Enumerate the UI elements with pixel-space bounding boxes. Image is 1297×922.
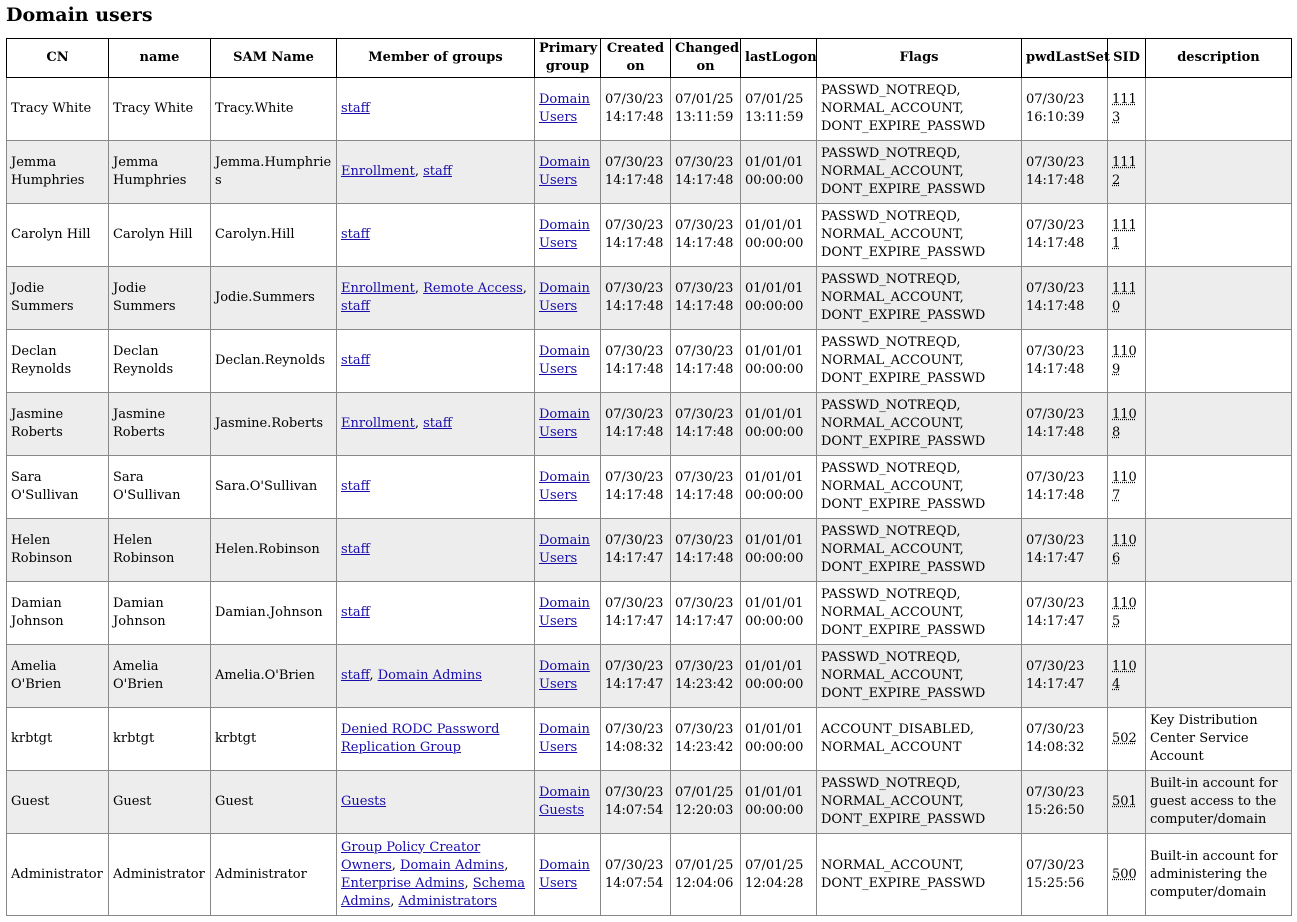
cell-cn: Jasmine Roberts	[7, 393, 109, 456]
cell-sid	[1108, 204, 1146, 267]
cell-primary-group	[535, 771, 601, 834]
primary-group-link[interactable]: Domain Guests	[539, 785, 590, 818]
cell-name: Amelia O'Brien	[109, 645, 211, 708]
cell-pwdlastset: 07/30/23 14:17:47	[1022, 519, 1108, 582]
cell-description	[1146, 582, 1292, 645]
cell-name: Jodie Summers	[109, 267, 211, 330]
cell-sam-name: Jodie.Summers	[211, 267, 337, 330]
cell-description	[1146, 393, 1292, 456]
group-link[interactable]: Administrators	[398, 893, 498, 909]
primary-group-link[interactable]: Domain Users	[539, 470, 590, 503]
cell-member-of-groups	[337, 330, 535, 393]
cell-flags: PASSWD_NOTREQD, NORMAL_ACCOUNT, DONT_EXPIRE_PASSWD	[817, 78, 1022, 141]
cell-member-of-groups: Group Policy Creator Owners, Domain Admins, Enterprise Admins, Schema Admins, Administrators	[337, 834, 535, 916]
cell-sam-name: Tracy.White	[211, 78, 337, 141]
cell-pwdlastset: 07/30/23 14:17:48	[1022, 330, 1108, 393]
cell-member-of-groups	[337, 456, 535, 519]
cell-changed-on: 07/30/23 14:17:48	[671, 393, 741, 456]
col-header-changed-on: Changed on	[671, 39, 741, 78]
table-row	[7, 456, 1292, 519]
group-link[interactable]: Remote Access	[423, 281, 523, 296]
cell-sam-name: Sara.O'Sullivan	[211, 456, 337, 519]
cell-primary-group	[535, 456, 601, 519]
sid-value[interactable]: 500	[1112, 866, 1137, 882]
domain-users-table	[6, 38, 1292, 916]
cell-name: Sara O'Sullivan	[109, 456, 211, 519]
primary-group-link[interactable]: Domain Users	[539, 218, 590, 251]
col-header-name: name	[109, 39, 211, 78]
cell-name: Guest	[109, 771, 211, 834]
cell-pwdlastset: 07/30/23 15:25:56	[1022, 834, 1108, 916]
col-header-flags: Flags	[817, 39, 1022, 78]
table-row	[7, 645, 1292, 708]
cell-flags: PASSWD_NOTREQD, NORMAL_ACCOUNT, DONT_EXPIRE_PASSWD	[817, 204, 1022, 267]
cell-member-of-groups: Enrollment, staff	[337, 393, 535, 456]
cell-flags: PASSWD_NOTREQD, NORMAL_ACCOUNT, DONT_EXPIRE_PASSWD	[817, 330, 1022, 393]
cell-description: Built-in account for guest access to the computer/domain	[1146, 771, 1292, 834]
cell-changed-on: 07/30/23 14:17:48	[671, 456, 741, 519]
col-header-created-on: Created on	[601, 39, 671, 78]
cell-lastlogon: 01/01/01 00:00:00	[741, 141, 817, 204]
cell-cn: Jodie Summers	[7, 267, 109, 330]
cell-pwdlastset: 07/30/23 14:17:48	[1022, 456, 1108, 519]
cell-member-of-groups: Enrollment, Remote Access, staff	[337, 267, 535, 330]
cell-created-on: 07/30/23 14:17:47	[601, 645, 671, 708]
primary-group-link[interactable]: Domain Users	[539, 407, 590, 440]
cell-created-on: 07/30/23 14:17:48	[601, 330, 671, 393]
cell-description	[1146, 456, 1292, 519]
group-link[interactable]: staff	[341, 668, 370, 683]
cell-lastlogon: 01/01/01 00:00:00	[741, 771, 817, 834]
cell-primary-group	[535, 708, 601, 771]
cell-description	[1146, 204, 1292, 267]
cell-changed-on: 07/01/25 12:04:06	[671, 834, 741, 916]
group-link[interactable]: staff	[341, 605, 370, 620]
col-header-primary-group: Primary group	[535, 39, 601, 78]
cell-primary-group	[535, 645, 601, 708]
col-header-pwdlastset: pwdLastSet	[1022, 39, 1108, 78]
cell-cn: Sara O'Sullivan	[7, 456, 109, 519]
cell-changed-on: 07/30/23 14:17:48	[671, 330, 741, 393]
cell-sam-name: Guest	[211, 771, 337, 834]
cell-cn: krbtgt	[7, 708, 109, 771]
cell-lastlogon: 07/01/25 13:11:59	[741, 78, 817, 141]
cell-flags: PASSWD_NOTREQD, NORMAL_ACCOUNT, DONT_EXPIRE_PASSWD	[817, 456, 1022, 519]
cell-pwdlastset: 07/30/23 14:17:48	[1022, 141, 1108, 204]
table-row	[7, 393, 1292, 456]
group-link[interactable]: staff	[341, 101, 370, 116]
cell-name: Declan Reynolds	[109, 330, 211, 393]
group-link[interactable]: Enrollment	[341, 416, 415, 431]
cell-lastlogon: 01/01/01 00:00:00	[741, 393, 817, 456]
table-row	[7, 330, 1292, 393]
cell-flags: PASSWD_NOTREQD, NORMAL_ACCOUNT, DONT_EXPIRE_PASSWD	[817, 267, 1022, 330]
cell-name: Jasmine Roberts	[109, 393, 211, 456]
cell-created-on: 07/30/23 14:17:48	[601, 267, 671, 330]
cell-name: Jemma Humphries	[109, 141, 211, 204]
sid-value[interactable]: 502	[1112, 731, 1137, 746]
group-link[interactable]: staff	[423, 164, 452, 179]
cell-sid	[1108, 645, 1146, 708]
cell-sam-name: Administrator	[211, 834, 337, 916]
cell-sid	[1108, 519, 1146, 582]
primary-group-link[interactable]: Domain Users	[539, 533, 590, 566]
primary-group-link[interactable]: Domain Users	[539, 281, 590, 314]
group-link[interactable]: staff	[341, 353, 370, 368]
cell-pwdlastset: 07/30/23 15:26:50	[1022, 771, 1108, 834]
cell-changed-on: 07/01/25 12:20:03	[671, 771, 741, 834]
table-row	[7, 141, 1292, 204]
sid-value[interactable]: 1111	[1112, 218, 1137, 251]
cell-created-on: 07/30/23 14:17:48	[601, 393, 671, 456]
cell-member-of-groups	[337, 708, 535, 771]
cell-sid	[1108, 78, 1146, 141]
cell-lastlogon: 01/01/01 00:00:00	[741, 519, 817, 582]
cell-pwdlastset: 07/30/23 14:17:48	[1022, 204, 1108, 267]
cell-created-on: 07/30/23 14:17:48	[601, 141, 671, 204]
cell-description: Key Distribution Center Service Account	[1146, 708, 1292, 771]
cell-lastlogon: 01/01/01 00:00:00	[741, 456, 817, 519]
cell-created-on: 07/30/23 14:17:48	[601, 204, 671, 267]
cell-name: Tracy White	[109, 78, 211, 141]
cell-sid	[1108, 330, 1146, 393]
cell-created-on: 07/30/23 14:17:48	[601, 78, 671, 141]
cell-description	[1146, 78, 1292, 141]
group-link[interactable]: Enrollment	[341, 281, 415, 296]
cell-pwdlastset: 07/30/23 14:17:47	[1022, 582, 1108, 645]
sid-value[interactable]: 1105	[1112, 596, 1137, 629]
cell-flags: PASSWD_NOTREQD, NORMAL_ACCOUNT, DONT_EXPIRE_PASSWD	[817, 645, 1022, 708]
cell-flags: PASSWD_NOTREQD, NORMAL_ACCOUNT, DONT_EXPIRE_PASSWD	[817, 393, 1022, 456]
table-row	[7, 519, 1292, 582]
table-row	[7, 771, 1292, 834]
table-row	[7, 708, 1292, 771]
col-header-description: description	[1146, 39, 1292, 78]
group-link[interactable]: staff	[341, 542, 370, 557]
cell-name: Helen Robinson	[109, 519, 211, 582]
cell-member-of-groups	[337, 78, 535, 141]
sid-value[interactable]: 1109	[1112, 344, 1137, 377]
cell-primary-group	[535, 834, 601, 916]
header-row	[7, 39, 1292, 78]
group-link[interactable]: staff	[341, 227, 370, 242]
primary-group-link[interactable]: Domain Users	[539, 344, 590, 377]
cell-description	[1146, 330, 1292, 393]
cell-lastlogon: 01/01/01 00:00:00	[741, 645, 817, 708]
primary-group-link[interactable]: Domain Users	[539, 659, 590, 692]
group-link[interactable]: Enrollment	[341, 164, 415, 179]
cell-name: Damian Johnson	[109, 582, 211, 645]
cell-primary-group	[535, 204, 601, 267]
cell-flags: ACCOUNT_DISABLED, NORMAL_ACCOUNT	[817, 708, 1022, 771]
page-title: Domain users	[6, 4, 153, 26]
sid-value[interactable]: 1107	[1112, 470, 1137, 503]
group-link[interactable]: Denied RODC Password Replication Group	[341, 722, 500, 755]
cell-changed-on: 07/30/23 14:17:48	[671, 267, 741, 330]
cell-cn: Guest	[7, 771, 109, 834]
cell-pwdlastset: 07/30/23 14:08:32	[1022, 708, 1108, 771]
col-header-member-of-groups: Member of groups	[337, 39, 535, 78]
cell-cn: Amelia O'Brien	[7, 645, 109, 708]
sid-value[interactable]: 1112	[1112, 155, 1137, 188]
group-link[interactable]: Guests	[341, 794, 387, 809]
cell-name: Administrator	[109, 834, 211, 916]
primary-group-link[interactable]: Domain Users	[539, 155, 590, 188]
cell-sam-name: Helen.Robinson	[211, 519, 337, 582]
primary-group-link[interactable]: Domain Users	[539, 722, 590, 755]
cell-sam-name: Jemma.Humphries	[211, 141, 337, 204]
cell-primary-group	[535, 330, 601, 393]
cell-changed-on: 07/30/23 14:23:42	[671, 645, 741, 708]
group-link[interactable]: Group Policy Creator Owners	[341, 839, 481, 873]
cell-created-on: 07/30/23 14:17:48	[601, 456, 671, 519]
cell-member-of-groups	[337, 204, 535, 267]
cell-description: Built-in account for administering the computer/domain	[1146, 834, 1292, 916]
cell-sam-name: Jasmine.Roberts	[211, 393, 337, 456]
cell-sid	[1108, 456, 1146, 519]
group-link[interactable]: Domain Admins	[377, 668, 482, 683]
cell-created-on: 07/30/23 14:08:32	[601, 708, 671, 771]
primary-group-link[interactable]: Domain Users	[539, 596, 590, 629]
cell-flags: PASSWD_NOTREQD, NORMAL_ACCOUNT, DONT_EXPIRE_PASSWD	[817, 582, 1022, 645]
cell-sam-name: Carolyn.Hill	[211, 204, 337, 267]
cell-lastlogon: 01/01/01 00:00:00	[741, 330, 817, 393]
cell-member-of-groups: Enrollment, staff	[337, 141, 535, 204]
cell-primary-group	[535, 582, 601, 645]
cell-name: krbtgt	[109, 708, 211, 771]
cell-sam-name: Declan.Reynolds	[211, 330, 337, 393]
cell-lastlogon: 07/01/25 12:04:28	[741, 834, 817, 916]
cell-flags: NORMAL_ACCOUNT, DONT_EXPIRE_PASSWD	[817, 834, 1022, 916]
table-row	[7, 267, 1292, 330]
col-header-lastlogon: lastLogon	[741, 39, 817, 78]
cell-changed-on: 07/30/23 14:17:48	[671, 519, 741, 582]
cell-changed-on: 07/30/23 14:17:48	[671, 141, 741, 204]
cell-pwdlastset: 07/30/23 14:17:47	[1022, 645, 1108, 708]
cell-sid	[1108, 834, 1146, 916]
cell-description	[1146, 141, 1292, 204]
cell-cn: Helen Robinson	[7, 519, 109, 582]
sid-value[interactable]: 501	[1112, 794, 1137, 809]
table-row	[7, 78, 1292, 141]
cell-sid	[1108, 141, 1146, 204]
sid-value[interactable]: 1104	[1112, 659, 1137, 692]
cell-lastlogon: 01/01/01 00:00:00	[741, 204, 817, 267]
cell-cn: Damian Johnson	[7, 582, 109, 645]
cell-created-on: 07/30/23 14:07:54	[601, 834, 671, 916]
cell-primary-group	[535, 78, 601, 141]
cell-primary-group	[535, 141, 601, 204]
cell-primary-group	[535, 267, 601, 330]
col-header-sid: SID	[1108, 39, 1146, 78]
cell-sid	[1108, 771, 1146, 834]
table-row	[7, 582, 1292, 645]
cell-name: Carolyn Hill	[109, 204, 211, 267]
cell-created-on: 07/30/23 14:17:47	[601, 519, 671, 582]
cell-flags: PASSWD_NOTREQD, NORMAL_ACCOUNT, DONT_EXPIRE_PASSWD	[817, 519, 1022, 582]
cell-cn: Jemma Humphries	[7, 141, 109, 204]
cell-sid	[1108, 393, 1146, 456]
cell-member-of-groups	[337, 771, 535, 834]
cell-flags: PASSWD_NOTREQD, NORMAL_ACCOUNT, DONT_EXPIRE_PASSWD	[817, 141, 1022, 204]
cell-changed-on: 07/30/23 14:17:48	[671, 204, 741, 267]
col-header-cn: CN	[7, 39, 109, 78]
cell-pwdlastset: 07/30/23 14:17:48	[1022, 393, 1108, 456]
table-row	[7, 204, 1292, 267]
cell-primary-group	[535, 519, 601, 582]
primary-group-link[interactable]: Domain Users	[539, 92, 590, 125]
cell-description	[1146, 267, 1292, 330]
cell-cn: Declan Reynolds	[7, 330, 109, 393]
cell-description	[1146, 519, 1292, 582]
cell-lastlogon: 01/01/01 00:00:00	[741, 708, 817, 771]
cell-member-of-groups	[337, 582, 535, 645]
cell-flags: PASSWD_NOTREQD, NORMAL_ACCOUNT, DONT_EXPIRE_PASSWD	[817, 771, 1022, 834]
col-header-sam-name: SAM Name	[211, 39, 337, 78]
group-link[interactable]: staff	[341, 479, 370, 494]
group-link[interactable]: staff	[423, 416, 452, 431]
cell-created-on: 07/30/23 14:07:54	[601, 771, 671, 834]
group-link[interactable]: Domain Admins	[400, 857, 505, 873]
group-link[interactable]: staff	[341, 299, 370, 314]
cell-lastlogon: 01/01/01 00:00:00	[741, 582, 817, 645]
cell-description	[1146, 645, 1292, 708]
table-row	[7, 834, 1292, 916]
cell-member-of-groups: staff, Domain Admins	[337, 645, 535, 708]
group-link[interactable]: Enterprise Admins	[341, 875, 465, 891]
sid-value[interactable]: 1110	[1112, 281, 1137, 314]
sid-value[interactable]: 1106	[1112, 533, 1137, 566]
primary-group-link[interactable]: Domain Users	[539, 857, 590, 891]
cell-sam-name: Damian.Johnson	[211, 582, 337, 645]
cell-cn: Administrator	[7, 834, 109, 916]
cell-changed-on: 07/30/23 14:23:42	[671, 708, 741, 771]
sid-value[interactable]: 1108	[1112, 407, 1137, 440]
group-link[interactable]: Schema Admins	[341, 875, 526, 909]
cell-pwdlastset: 07/30/23 14:17:48	[1022, 267, 1108, 330]
cell-sid	[1108, 582, 1146, 645]
sid-value[interactable]: 1113	[1112, 92, 1137, 125]
cell-cn: Carolyn Hill	[7, 204, 109, 267]
cell-primary-group	[535, 393, 601, 456]
cell-changed-on: 07/30/23 14:17:47	[671, 582, 741, 645]
cell-sam-name: Amelia.O'Brien	[211, 645, 337, 708]
cell-sam-name: krbtgt	[211, 708, 337, 771]
cell-changed-on: 07/01/25 13:11:59	[671, 78, 741, 141]
cell-sid	[1108, 267, 1146, 330]
cell-pwdlastset: 07/30/23 16:10:39	[1022, 78, 1108, 141]
cell-created-on: 07/30/23 14:17:47	[601, 582, 671, 645]
cell-lastlogon: 01/01/01 00:00:00	[741, 267, 817, 330]
cell-member-of-groups	[337, 519, 535, 582]
cell-cn: Tracy White	[7, 78, 109, 141]
cell-sid	[1108, 708, 1146, 771]
